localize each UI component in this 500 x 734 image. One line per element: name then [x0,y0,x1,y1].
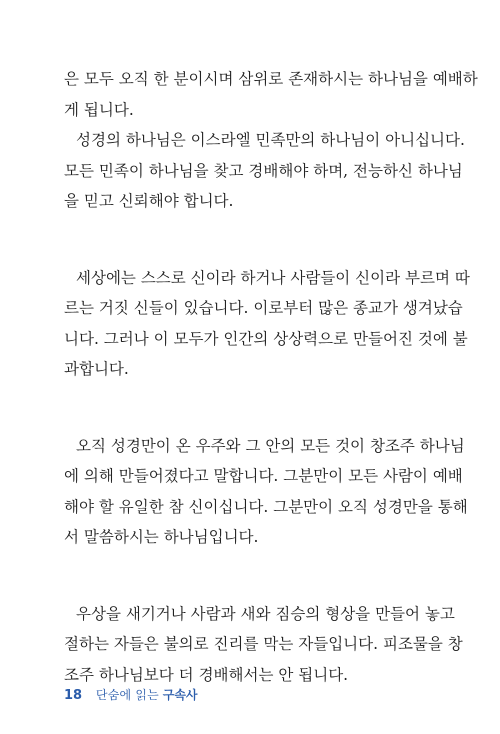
text-line: 세상에는 스스로 신이라 하거나 사람들이 신이라 부르며 따 [76,268,470,287]
paragraph-continuation [64,64,478,125]
paragraph [64,263,470,385]
text-line: 오직 성경만이 온 우주와 그 안의 모든 것이 창조주 하나님 [76,436,465,455]
running-title: 단숨에 읽는 [95,688,159,702]
text-line: 해야 할 유일한 참 신이십니다. 그분만이 오직 성경만을 통해 [64,497,468,516]
page-number: 18 [64,688,83,703]
text-line: 절하는 자들은 불의로 진리를 막는 자들입니다. 피조물을 창 [64,635,463,653]
paragraph-spacer [64,385,440,431]
text-line: 성경의 하나님은 이스라엘 민족만의 하나님이 아니십니다. [76,131,465,149]
text-line: 게 됩니다. [64,100,134,119]
paragraph [64,599,463,691]
text-line: 은 모두 오직 한 분이시며 삼위로 존재하시는 하나님을 예배하 [64,70,478,88]
page-footer [64,686,198,703]
text-line: 에 의해 만들어졌다고 말합니다. 그분만이 모든 사람이 예배 [64,467,463,485]
text-line: 우상을 새기거나 사람과 새와 짐승의 형상을 만들어 놓고 [76,604,455,623]
text-line: 모든 민족이 하나님을 찾고 경배해야 하며, 전능하신 하나님 [64,161,463,180]
text-line: 을 믿고 신뢰해야 합니다. [64,192,234,210]
running-title-emphasis: 구속사 [162,688,198,702]
paragraph-spacer [64,217,440,263]
text-line: 조주 하나님보다 더 경배해서는 안 됩니다. [64,665,349,684]
text-line: 서 말씀하시는 하나님입니다. [64,528,259,546]
paragraph-spacer [64,553,440,599]
text-line: 르는 거짓 신들이 있습니다. 이로부터 많은 종교가 생겨났습 [64,299,463,317]
paragraph [64,431,468,553]
text-line: 니다. 그러나 이 모두가 인간의 상상력으로 만들어진 것에 불 [64,329,468,348]
page-body [64,64,478,690]
text-line: 과합니다. [64,360,129,378]
paragraph [64,125,465,217]
